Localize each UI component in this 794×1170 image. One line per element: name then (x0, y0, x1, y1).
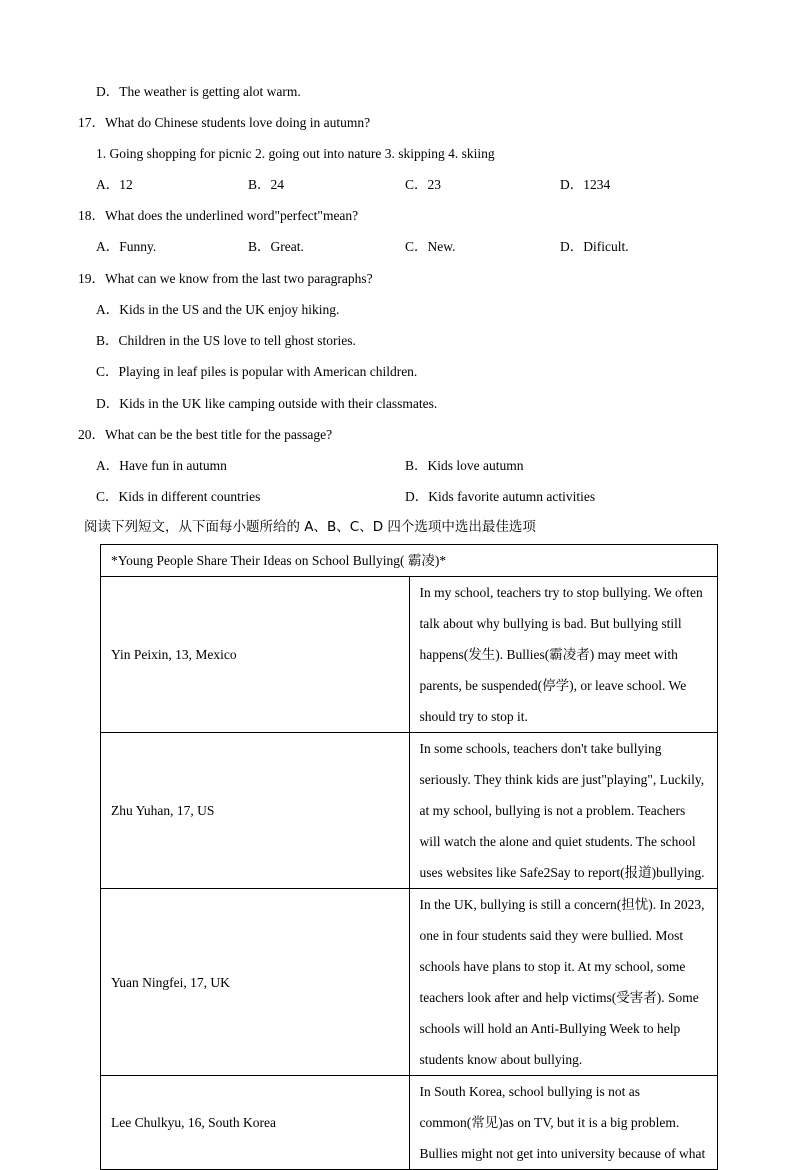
q20-option-c: C．Kids in different countries (96, 489, 261, 504)
table-row (101, 733, 718, 889)
q19-option-b: B．Children in the US love to tell ghost stories. (96, 333, 356, 348)
table-row (101, 889, 718, 1076)
student-opinion: In my school, teachers try to stop bullying. We often talk about why bullying is bad. But bullying still happens(发生). Bullies(霸凌者) may meet with parents, be suspended(停学), or leave school. We should try to stop it. (409, 577, 718, 733)
q20-option-a: A．Have fun in autumn (96, 458, 227, 473)
reading-instruction: 阅读下列短文，从下面每小题所给的 A、B、C、D 四个选项中选出最佳选项 (84, 519, 536, 535)
q17-items: 1. Going shopping for picnic 2. going out into nature 3. skipping 4. skiing (96, 146, 495, 161)
q17-stem: 17．What do Chinese students love doing in autumn? (78, 115, 371, 130)
q16-option-d: D．The weather is getting alot warm. (96, 84, 301, 99)
passage-title-row (101, 545, 718, 577)
passage-title: *Young People Share Their Ideas on School Bullying( 霸凌)* (101, 545, 718, 577)
student-name: Zhu Yuhan, 17, US (101, 733, 410, 889)
q20-stem: 20．What can be the best title for the passage? (78, 427, 333, 442)
q19-stem: 19．What can we know from the last two paragraphs? (78, 271, 373, 286)
q17-option-c: C．23 (405, 177, 442, 192)
student-name: Lee Chulkyu, 16, South Korea (101, 1076, 410, 1170)
q19-option-a: A．Kids in the US and the UK enjoy hiking. (96, 302, 340, 317)
q18-stem: 18．What does the underlined word"perfect"mean? (78, 208, 359, 223)
passage-table (100, 544, 718, 1170)
student-opinion: In some schools, teachers don't take bullying seriously. They think kids are just"playing", Luckily, at my school, bullying is not a problem. Teachers will watch the alone and quiet students. The school uses websites like Safe2Say to report(报道)bullying. (409, 733, 718, 889)
table-row (101, 577, 718, 733)
student-opinion: In the UK, bullying is still a concern(担忧). In 2023, one in four students said they were bullied. Most schools have plans to stop it. At my school, some teachers look after and help victims(受害者). Some schools will hold an Anti-Bullying Week to help students know about bullying. (409, 889, 718, 1076)
q19-option-d: D．Kids in the UK like camping outside with their classmates. (96, 396, 438, 411)
q18-option-d: D．Dificult. (560, 239, 629, 254)
q17-option-d: D．1234 (560, 177, 611, 192)
q17-option-b: B．24 (248, 177, 285, 192)
q20-option-d: D．Kids favorite autumn activities (405, 489, 596, 504)
student-name: Yin Peixin, 13, Mexico (101, 577, 410, 733)
q18-option-c: C．New. (405, 239, 456, 254)
q18-option-a: A．Funny. (96, 239, 157, 254)
q20-option-b: B．Kids love autumn (405, 458, 524, 473)
q18-option-b: B．Great. (248, 239, 304, 254)
student-opinion: In South Korea, school bullying is not as common(常见)as on TV, but it is a big problem. Bullies might not get into university because of what (409, 1076, 718, 1170)
student-name: Yuan Ningfei, 17, UK (101, 889, 410, 1076)
q19-option-c: C．Playing in leaf piles is popular with American children. (96, 364, 418, 379)
q17-option-a: A．12 (96, 177, 133, 192)
